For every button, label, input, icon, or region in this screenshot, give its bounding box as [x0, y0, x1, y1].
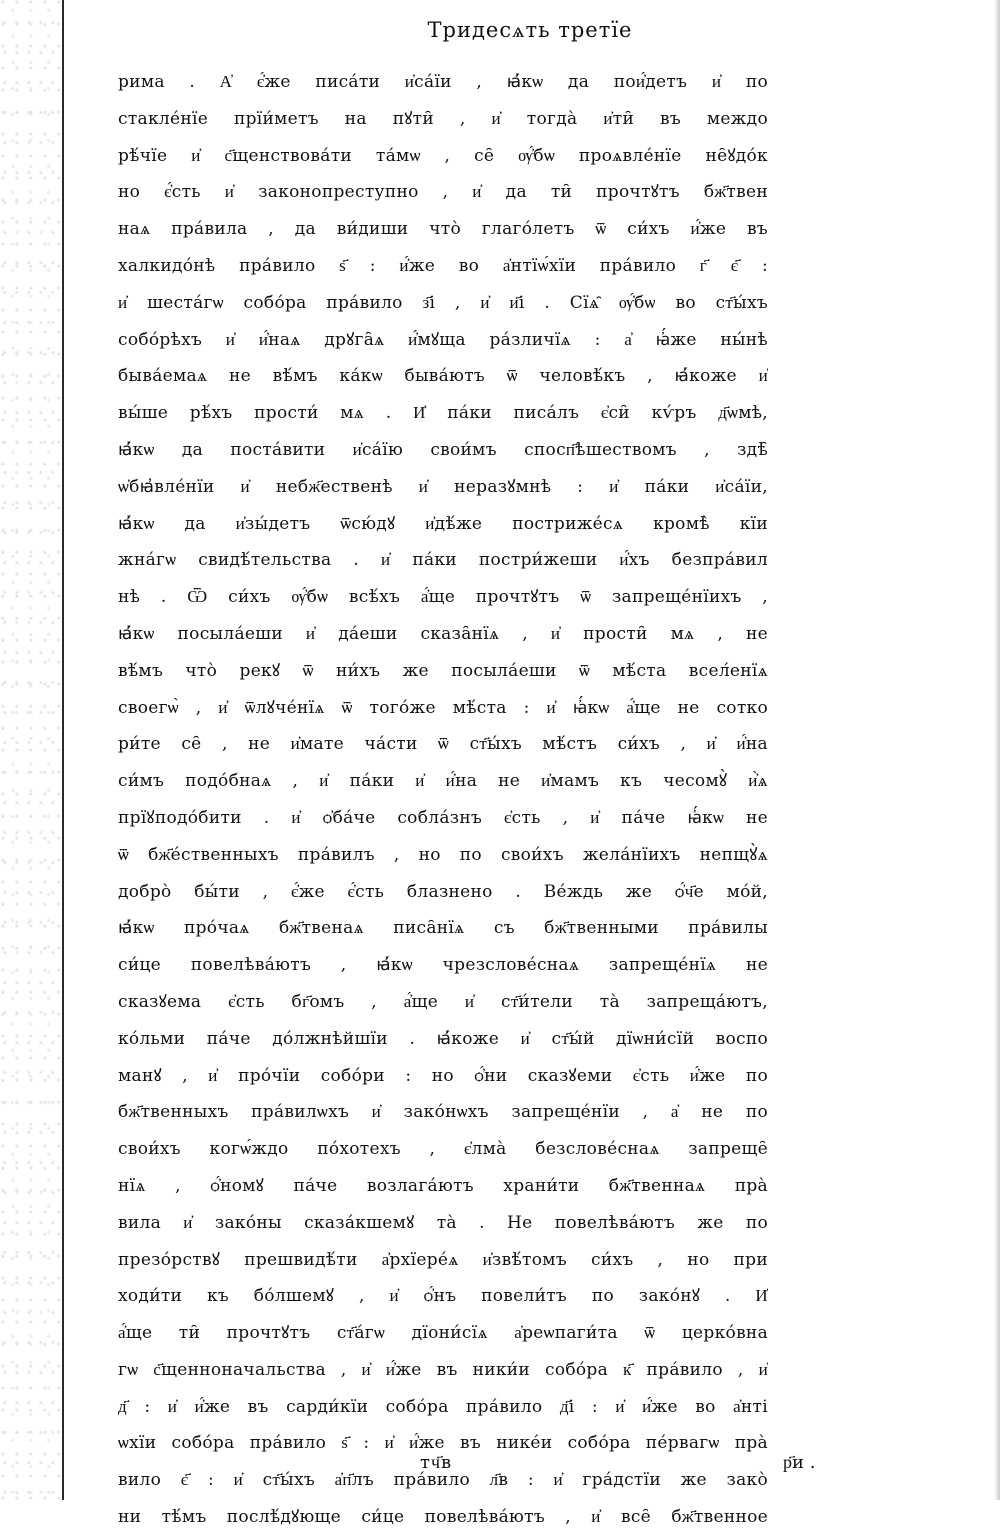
text-line: си́це повелѣва́ютъ , ꙗ҆́кѡ чрезслове́снаѧ запреще́нїѧ не [118, 955, 768, 976]
text-line: ри́те се̑ , не и҆мате ча́сти ѿ ст҃ы́хъ мѣ́стъ си́хъ , и҆ и҆́на [118, 734, 768, 755]
binding-gutter [0, 0, 60, 1500]
text-line: стакле́нїе прїи́метъ на пꙋти̑ , и҆ тогда̀ и҆ти̑ въ междо [118, 108, 768, 129]
text-line: и҆ шеста́гѡ собо́ра пра́вило з҃і , и҆ и҃і . Сїѧ̑ ѹ҆́бѡ во ст҃ы́хъ [118, 292, 768, 313]
text-line: ѿ бж҃е́ственныхъ пра́вилъ , но по свои́хъ жела́нїихъ непщꙋ̀ѧ [118, 844, 768, 865]
text-line: ꙗ҆́кѡ да поста́вити и҆са́їю свои́мъ спосп҃ѣшествомъ , здѣ̑ [118, 439, 768, 460]
text-line: а҆́ще ти̑ прочтꙋтъ ст҃а́гѡ дїони́сїѧ а҆реѡпаги́та ѿ церко́вна [118, 1323, 768, 1344]
text-line: прїꙋподо́бити . и҆ ѻ҆ба́че собла́знъ є҆сть , и҆ па́че ꙗ҆́кѡ не [118, 807, 768, 828]
text-line: ходи́ти къ бо́лшемꙋ , и҆ ѻ҆́нъ повели́тъ по зако́нꙋ . И҆ [118, 1286, 768, 1307]
text-line: бж҃твенныхъ пра́вилѡхъ и҆ зако́нѡхъ запреще́нїи , а҆ не по [118, 1102, 768, 1123]
text-line: д҃ : и҆ и҆́же въ сарди́кїи собо́ра пра́вило д҃і : и҆ и҆́же во а҆нті [118, 1396, 768, 1417]
text-line: си́мъ подо́бнаѧ , и҆ па́ки и҆ и҆́на не и҆мамъ къ чесомꙋ̀ и҆̀ѧ [118, 771, 768, 792]
text-line: вы́ше рѣ́хъ прости́ мѧ . И҆ па́ки писа́лъ є҆си̑ кѵ́ръ д҃ѡмѣ, [118, 403, 768, 424]
text-line: нїѧ , ѻ҆́номꙋ па́че возлага́ютъ храни́ти бж҃твеннаѧ пра̀ [118, 1175, 768, 1196]
text-line: вила и҆ зако́ны сказа́кшемꙋ та̀ . Не повелѣва́ютъ же по [118, 1212, 768, 1233]
text-line: ко́льми па́че до́лжнѣйшїи . ꙗ҆́коже и҆ ст҃ы́й дїѡни́сїй воспо [118, 1028, 768, 1049]
running-head: Тридесѧть третїе [427, 18, 633, 42]
text-line: гѡ с҃щенноначальства , и҆ и҆́же въ ники́и собо́ра к҃ пра́вило , и҆ [118, 1359, 768, 1380]
text-line: быва́емаѧ не вѣ́мъ ка́кѡ быва́ютъ ѿ человѣ́къ , ꙗ҆́коже и҆ [118, 366, 768, 387]
text-line: жна́гѡ свидѣ́тельства . и҆ па́ки постри́жеши и҆́хъ безпра́вил [118, 550, 768, 571]
text-line: римa . А҆ є҆́же писа́ти и҆са́їи , ꙗ҆́кѡ да пои҆́детъ и҆ по [118, 72, 768, 92]
text-line: вило є҃ : и҆ ст҃ы́хъ а҆п҃лъ пра́вило л҃в : и҆ гра́дстїи же зако̀ [118, 1470, 768, 1491]
page-edge-shadow [994, 0, 1000, 1500]
text-line: свои́хъ когѡ́ждо по́хотехъ , є҆лма̀ безслове́снаѧ запреще̑ [118, 1139, 768, 1160]
text-line: халкидо́нѣ пра́вило ѕ҃ : и҆́же во а҆нтїѡ́хїи пра́вило г҃ є҃ : [118, 255, 768, 276]
text-line: добро̀ бы́ти , є҆́же є҆́сть блазнено . Ве́ждь же ѻ҆́ч҃е мо́й, [118, 881, 768, 902]
folio-number: р҃и . [783, 1452, 816, 1473]
signature-mark: тч҃в [420, 1452, 453, 1473]
text-line: ни тѣ́мъ послѣ́дꙋюще си́це повелѣва́ютъ , и҆ все̑ бж҃твенное [118, 1507, 768, 1528]
text-line: наѧ пра́вила , да ви́диши что̀ глаго́летъ ѿ си́хъ и҆́же въ [118, 219, 768, 240]
body-text [118, 64, 768, 1536]
text-line: вѣ́мъ что̀ рекꙋ ѿ ни́хъ же посыла́еши ѿ мѣ́ста всел́енїѧ [118, 660, 768, 681]
text-line: сказꙋема є҆сть бг҃омъ , а҆́ще и҆ ст҃и́тели та̀ запреща́ютъ, [118, 991, 768, 1012]
text-line: рѣ́чїе и҆ с҃щенствова́ти та́мѡ , се̑ ѹ҆́бѡ проѧвле́нїе не̑ꙋдо́к [118, 145, 768, 166]
text-line: ꙗ҆́кѡ посыла́еши и҆ да́еши сказа̑нїѧ , и҆ прости̑ мѧ , не [118, 623, 768, 644]
text-line: собо́рѣхъ и҆ и҆́наѧ дрꙋга̑ѧ и҆́мꙋща ра́зличїѧ : а҆ ꙗ҆́же ны́нѣ [118, 329, 768, 350]
text-line: ѡхїи собо́ра пра́вило ѕ҃ : и҆ и҆́же въ нике́и собо́ра пе́рвагѡ пра̀ [118, 1433, 768, 1454]
text-line: своегѡ̀ , и҆ ѿлꙋче́нїѧ ѿ того́же мѣ́ста : и҆ ꙗ҆́кѡ а҆́ще не сотко [118, 697, 768, 718]
text-line: манꙋ , и҆ про́чїи собо́ри : но ѻ҆́ни сказꙋеми є҆сть и҆́же по [118, 1065, 768, 1086]
text-line: ѡ҆бꙗ҆вле́нїи и҆ небж҃ественѣ и҆ неразꙋмнѣ : и҆ па́ки и҆са́їи, [118, 476, 768, 497]
text-line: ꙗ҆́кѡ да и҆зы́детъ ѿсю́дꙋ и҆дѣ́же постриже́сѧ кромѣ̀ кїи [118, 513, 768, 534]
text-line: нѣ . Ѿ си́хъ ѹ҆́бѡ всѣ́хъ а҆́ще прочтꙋтъ ѿ запреще́нїихъ , [118, 587, 768, 608]
binding-edge-line [62, 0, 64, 1500]
text-line: презо́рствꙋ прешвидѣ́ти а҆рхїере́ѧ и҆звѣ́томъ си́хъ , но при [118, 1249, 768, 1270]
text-line: ꙗ҆́кѡ про́чаѧ бж҃твенаѧ писа̑нїѧ съ бж҃твенными пра́вилы [118, 918, 768, 939]
text-line: но є҆́сть и҆ законопреступно , и҆ да ти̑ прочтꙋтъ бж҃твен [118, 182, 768, 203]
